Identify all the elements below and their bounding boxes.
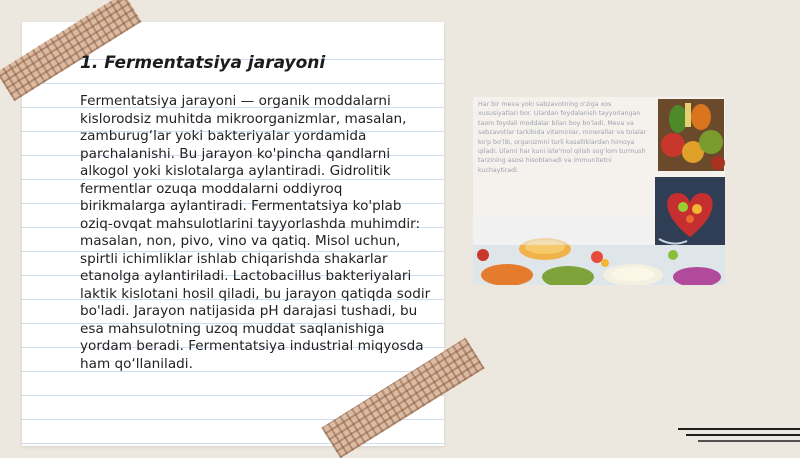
food-collage-image — [473, 97, 725, 285]
slide-title: 1. Fermentatsiya jarayoni — [80, 53, 326, 73]
vegetable-basket-picture — [658, 99, 725, 171]
body-paragraph: Fermentatsiya jarayoni — organik moddalarni kislorodsiz muhitda mikroorganizmlar, masalan, zamburug‘lar yoki bakteriyalar yordamida parchalanishi. Bu jarayon ko'pincha qandlarni alkogol yoki kislotalarga aylantiradi. Gidrolitik fermentlar ozuqa moddalarni oddiyroq birikmalarga aylantiradi. Fermentatsiya ko'plab oziq-ovqat mahsulotlarini tayyorlashda muhimdir: masalan, non, pivo, vino va qatiq. Misol uchun, spirtli ichimliklar ishlab chiqarishda shakarlar etanolga aylantiriladi. Lactobacillus bakteriyalari laktik kislotani hosil qiladi, bu jarayon qatiqda sodir bo'ladi. Jarayon natijasida pH darajasi tushadi, bu esa mahsulotning uzoq muddat saqlanishiga yordam beradi. Fermentatsiya industrial miqyosda ham qo‘llaniladi. — [80, 93, 431, 372]
food-illustration — [473, 97, 725, 285]
image-caption-text: Har bir meva yoki sabzavotning o'ziga xos xususiyatlari bor. Ulardan foydalanish tayyorlangan taom foydali moddalar bilan boy bo'ladi. Meva va sabzavotlar tarkibida vitaminlar, minerallar va tolalar ko'p bo'lib, organizmni turli kasalliklardan himoya qiladi. Ularni har kuni iste'mol qilish sog'lom turmush tarzining asosi hisoblanadi va immunitetni kuchaytiradi. — [478, 101, 647, 174]
heart-bowl-picture — [655, 177, 725, 247]
decorative-lines — [676, 425, 800, 445]
